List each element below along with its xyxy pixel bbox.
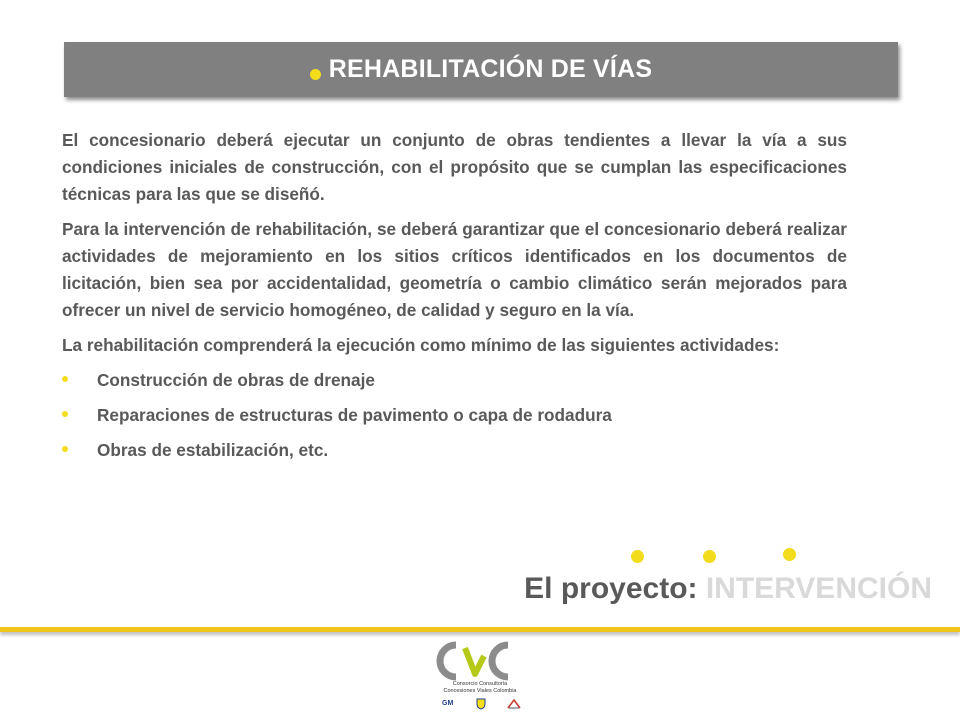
paragraph: Para la intervención de rehabilitación, se deberá garantizar que el concesionario deberá realizar actividades de mejoramiento en los sitios críticos identificados en los documentos de licitación, bien sea por accidentalidad, geometría o cambio climático serán mejorados para ofrecer un nivel de servicio homogéneo, de calidad y seguro en la vía.	[62, 219, 847, 320]
list-item-text: Reparaciones de estructuras de pavimento o capa de rodadura	[97, 405, 612, 425]
list-item	[62, 437, 847, 464]
activities-list	[62, 367, 847, 464]
footer-title-prefix: El proyecto:	[524, 572, 706, 605]
list-item-text: Obras de estabilización, etc.	[97, 440, 329, 460]
section-title: REHABILITACIÓN DE VÍAS	[328, 55, 653, 83]
body-content	[62, 127, 847, 472]
bullet-dot-icon	[62, 376, 68, 382]
partner-gm-logo: GM	[442, 700, 454, 707]
slide-footer-title	[524, 572, 932, 606]
logo-line-2: Concesiones Viales Colombia	[443, 688, 517, 694]
logo-line-1: Consorcio Consultoría	[452, 681, 508, 687]
consortium-logo	[432, 640, 528, 714]
partner-shield-icon	[476, 698, 486, 710]
section-title-bar	[64, 42, 898, 97]
list-item-text: Construcción de obras de drenaje	[97, 370, 375, 390]
bullet-dot-icon	[62, 411, 68, 417]
paragraph: El concesionario deberá ejecutar un conjunto de obras tendientes a llevar la vía a sus condiciones iniciales de construcción, con el propósito que se cumplan las especificaciones técnicas para las que se diseñó.	[62, 130, 847, 204]
footer-divider	[0, 627, 960, 632]
decorative-dot-icon	[703, 550, 716, 563]
footer-title-highlight: INTERVENCIÓN	[705, 572, 932, 605]
partner-emblem-icon	[506, 698, 522, 710]
cvc-logo-icon	[432, 640, 528, 682]
list-item	[62, 367, 847, 394]
bullet-dot-icon	[310, 69, 321, 80]
paragraph: La rehabilitación comprenderá la ejecución como mínimo de las siguientes actividades:	[62, 335, 780, 355]
decorative-dot-icon	[631, 550, 644, 563]
decorative-dot-icon	[783, 548, 796, 561]
bullet-dot-icon	[62, 446, 68, 452]
list-item	[62, 402, 847, 429]
